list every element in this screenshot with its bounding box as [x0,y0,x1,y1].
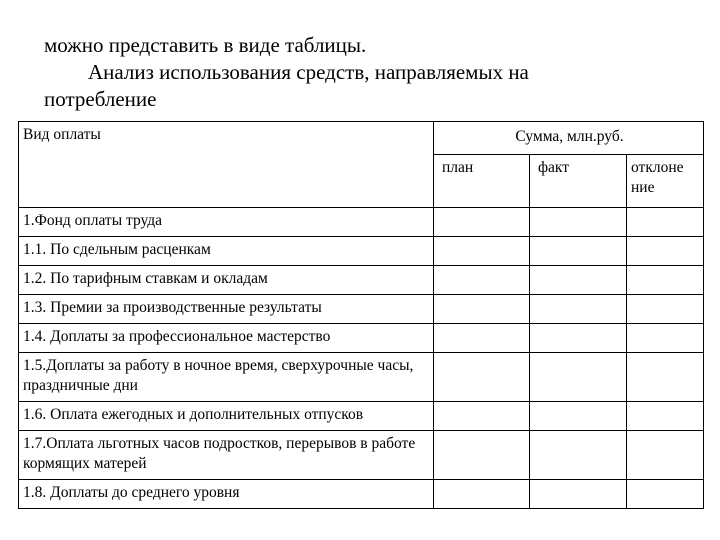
header-fact: факт [530,155,627,208]
cell-deviation [627,402,704,431]
table-row [19,402,704,431]
table-row [19,324,704,353]
cell-plan [434,237,530,266]
cell-fact [530,237,627,266]
cell-fact [530,402,627,431]
row-label: 1.3. Премии за производственные результаты [19,295,434,324]
table-row [19,480,704,509]
cell-fact [530,295,627,324]
row-label: 1.8. Доплаты до среднего уровня [19,480,434,509]
header-sum: Сумма, млн.руб. [434,122,704,155]
cell-plan [434,431,530,480]
cell-plan [434,208,530,237]
row-label: 1.6. Оплата ежегодных и дополнительных отпусков [19,402,434,431]
cell-fact [530,480,627,509]
payment-analysis-table [18,121,704,509]
header-plan: план [434,155,530,208]
cell-fact [530,208,627,237]
table-header-row [19,122,704,155]
cell-plan [434,295,530,324]
cell-fact [530,431,627,480]
intro-text [44,32,704,113]
cell-deviation [627,324,704,353]
cell-fact [530,266,627,295]
cell-deviation [627,353,704,402]
cell-plan [434,266,530,295]
cell-deviation [627,480,704,509]
row-label: 1.2. По тарифным ставкам и окладам [19,266,434,295]
cell-deviation [627,208,704,237]
table-row [19,431,704,480]
table-row [19,266,704,295]
cell-deviation [627,266,704,295]
header-deviation: отклоне ние [627,155,704,208]
row-label: 1.7.Оплата льготных часов подростков, перерывов в работе кормящих матерей [19,431,434,480]
table-row [19,208,704,237]
header-kind: Вид оплаты [19,122,434,208]
intro-line-3: потребление [44,87,157,111]
row-label: 1.1. По сдельным расценкам [19,237,434,266]
cell-fact [530,324,627,353]
table-row [19,295,704,324]
table-row [19,353,704,402]
intro-line-1: можно представить в виде таблицы. [44,33,367,57]
cell-plan [434,324,530,353]
cell-plan [434,353,530,402]
cell-deviation [627,431,704,480]
row-label: 1.Фонд оплаты труда [19,208,434,237]
cell-deviation [627,295,704,324]
cell-fact [530,353,627,402]
row-label: 1.5.Доплаты за работу в ночное время, сверхурочные часы, праздничные дни [19,353,434,402]
cell-plan [434,402,530,431]
cell-deviation [627,237,704,266]
table-row [19,237,704,266]
intro-line-2: Анализ использования средств, направляемых на [88,60,529,84]
row-label: 1.4. Доплаты за профессиональное мастерство [19,324,434,353]
cell-plan [434,480,530,509]
